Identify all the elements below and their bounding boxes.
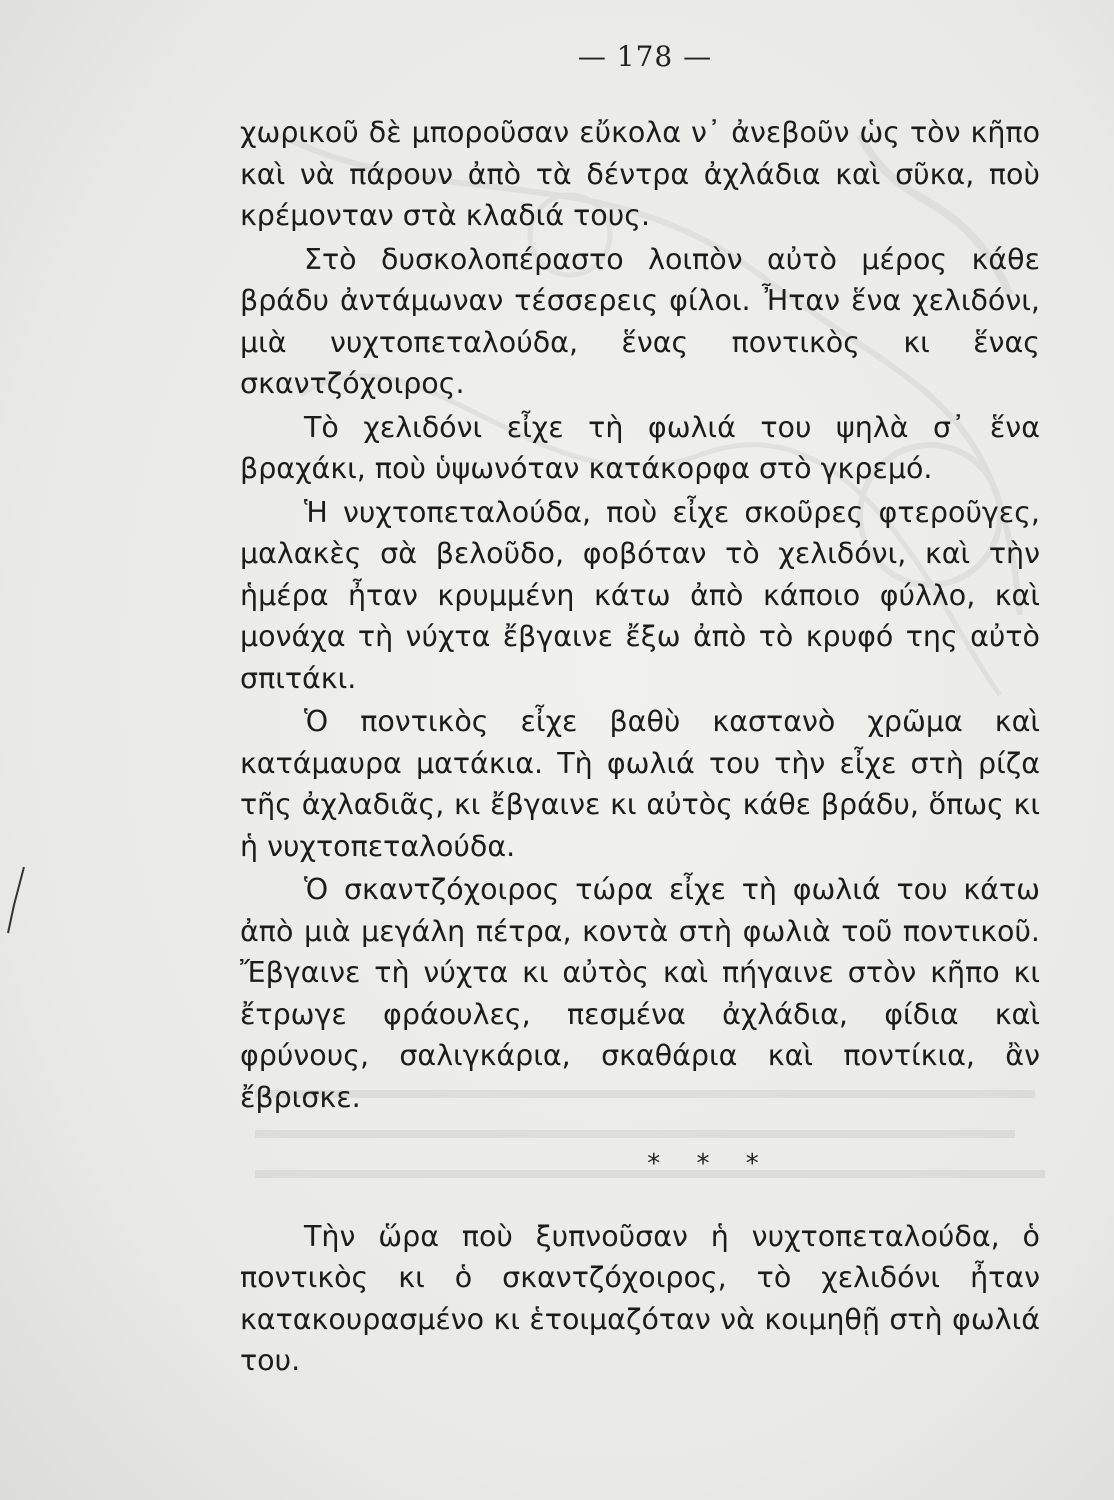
page-number: — 178 — xyxy=(577,40,713,73)
paragraph: χωρικοῦ δὲ μποροῦσαν εὔκολα ν᾽ ἀνεβοῦν ὡς τὸν κῆπο καὶ νὰ πάρουν ἀπὸ τὰ δέντρα ἀχλάδια καὶ σῦκα, ποὺ κρέμονταν στὰ κλαδιά τους. xyxy=(240,116,1040,232)
page-edge-mark xyxy=(0,865,30,935)
paragraph: Ὁ σκαντζόχοιρος τώρα εἶχε τὴ φωλιά του κάτω ἀπὸ μιὰ μεγάλη πέτρα, κοντὰ στὴ φωλιὰ τοῦ ποντικοῦ. Ἔβγαινε τὴ νύχτα κι αὐτὸς καὶ πήγαινε στὸν κῆπο κι ἔτρωγε φράουλες, πεσμένα ἀχλάδια, φίδια καὶ φρύνους, σαλιγκάρια, σκαθάρια καὶ ποντίκια, ἂν ἔβρισκε. xyxy=(240,873,1040,1114)
section-separator: * * * xyxy=(647,1149,773,1179)
paragraph: Ἡ νυχτοπεταλούδα, ποὺ εἶχε σκοῦρες φτεροῦγες, μαλακὲς σὰ βελοῦδο, φοβόταν τὸ χελιδόνι, καὶ τὴν ἡμέρα ἦταν κρυμμένη κάτω ἀπὸ κάποιο φύλλο, καὶ μονάχα τὴ νύχτα ἔβγαινε ἔξω ἀπὸ τὸ κρυφό της αὐτὸ σπιτάκι. xyxy=(240,495,1040,695)
paragraph: Τὸ χελιδόνι εἶχε τὴ φωλιά του ψηλὰ σ᾽ ἕνα βραχάκι, ποὺ ὑψωνόταν κατάκορφα στὸ γκρεμό. xyxy=(240,410,1040,485)
paragraph: Τὴν ὥρα ποὺ ξυπνοῦσαν ἡ νυχτοπεταλούδα, ὁ ποντικὸς κι ὁ σκαντζόχοιρος, τὸ χελιδόνι ἦταν κατακουρασμένο κι ἑτοιμαζόταν νὰ κοιμηθῇ στὴ φωλιά του. xyxy=(240,1219,1040,1377)
paragraph: Στὸ δυσκολοπέραστο λοιπὸν αὐτὸ μέρος κάθε βράδυ ἀντάμωναν τέσσερεις φίλοι. Ἦταν ἕνα χελιδόνι, μιὰ νυχτοπεταλούδα, ἕνας ποντικὸς κι ἕνας σκαντζόχοιρος. xyxy=(240,242,1040,400)
paragraph: Ὁ ποντικὸς εἶχε βαθὺ καστανὸ χρῶμα καὶ κατάμαυρα ματάκια. Τὴ φωλιά του τὴν εἶχε στὴ ρίζα τῆς ἀχλαδιᾶς, κι ἔβγαινε κι αὐτὸς κάθε βράδυ, ὅπως κι ἡ νυχτοπεταλούδα. xyxy=(240,705,1040,863)
body-text xyxy=(240,112,1040,1384)
